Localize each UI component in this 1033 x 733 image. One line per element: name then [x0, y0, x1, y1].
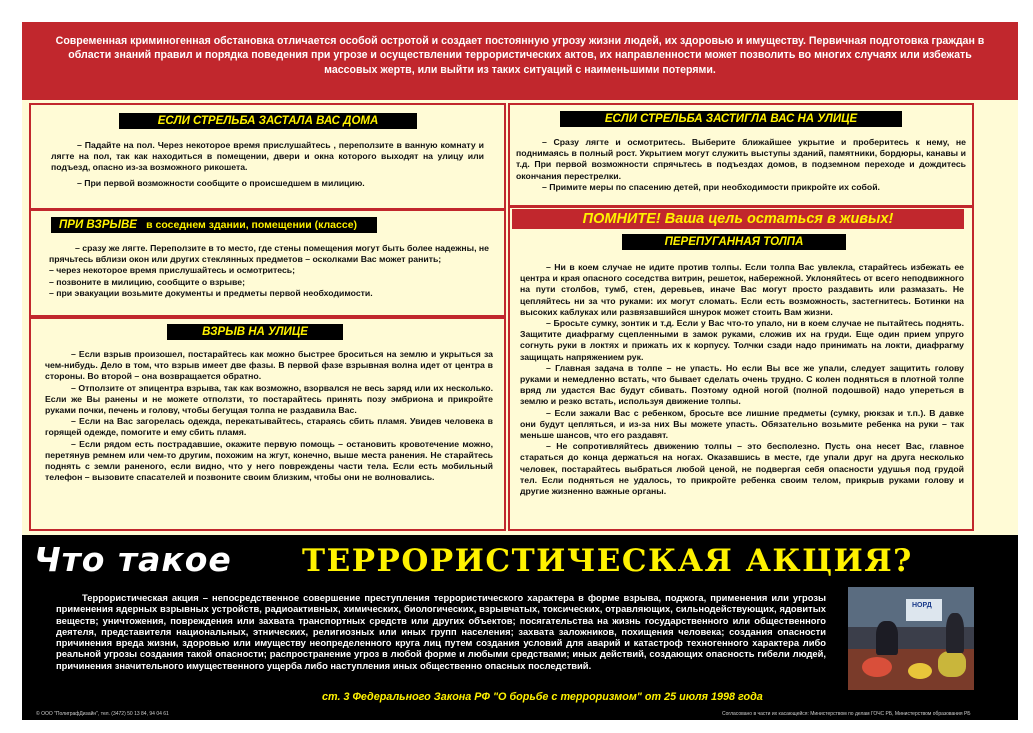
- street-shooting-p2: – Примите меры по спасению детей, при необходимости прикройте их собой.: [542, 181, 880, 192]
- explosion-p4: – при эвакуации возьмите документы и предметы первой необходимости.: [49, 287, 373, 298]
- home-shooting-text: [51, 140, 484, 189]
- intro-banner: [22, 22, 1018, 100]
- street-explosion-title: ВЗРЫВ НА УЛИЦЕ: [167, 324, 343, 340]
- remember-banner: ПОМНИТЕ! Ваша цель остаться в живых!: [512, 209, 964, 229]
- street-shooting-title: ЕСЛИ СТРЕЛЬБА ЗАСТИГЛА ВАС НА УЛИЦЕ: [560, 111, 902, 127]
- explosion-p2: – через некоторое время прислушайтесь и осмотритесь;: [49, 265, 296, 276]
- home-shooting-p1: – Падайте на пол. Через некоторое время прислушайтесь , переползите в ванную комнату и лягте на пол, так как находиться в помещении, двери и окна которого выходят на улицу или подъезд, опасно из-за возможного рикошета.: [51, 140, 484, 173]
- poster: [22, 22, 1018, 720]
- explosion-p3: – позвоните в милицию, сообщите о взрыве;: [49, 276, 245, 287]
- home-shooting-p2: – При первой возможности сообщите о происшедшем в милицию.: [77, 177, 365, 188]
- crowd-p4: – Если зажали Вас с ребенком, бросьте все лишние предметы (сумку, рюкзак и т.п.). В давке они будут цепляться, и из-за них Вы можете упасть. Обязательно возьмите ребенка на руки – так меньше шансов, что его раздавят.: [520, 407, 964, 441]
- definition-panel: [22, 535, 1018, 720]
- memorial-photo: [848, 587, 974, 690]
- approval-note: Согласовано в части их касающейся: Министерством по делам ГОЧС РБ, Министерством образования РБ: [722, 711, 971, 717]
- crowd-p2: – Бросьте сумку, зонтик и т.д. Если у Вас что-то упало, ни в коем случае не пытайтесь поднять. Защитите диафрагму сцепленными в замок руками, сложив их на груди. Еще один прием упруго согнуть руки в локтях и прижать их к корпусу. Толчки сзади надо принимать на локти, диафрагму защищать напряжением рук.: [520, 318, 964, 362]
- explosion-title: [51, 217, 377, 233]
- street-explosion-text: [45, 349, 493, 483]
- street-shooting-p1: – Сразу лягте и осмотритесь. Выберите ближайшее укрытие и проберитесь к нему, не поднимаясь в полный рост. Укрытием могут служить выступы зданий, памятники, бордюры, канавы и т.д. При первой возможности спрячьтесь в подъездах домов, в подземном переходе и дождитесь окончания перестрелки.: [516, 137, 966, 181]
- term-heading: ТЕРРОРИСТИЧЕСКАЯ АКЦИЯ?: [302, 543, 913, 579]
- question-heading: Что такое: [34, 540, 232, 579]
- crowd-p5: – Не сопротивляйтесь движению толпы – это бесполезно. Пусть она несет Вас, главное стараться до конца держаться на ногах. Оказавшись в месте, где упали друг на друга несколько человек, постарайтесь выбраться любой ценой, не подвергая себя опасности удушья под грудой тел. Если подняться не удалось, то прикройте ребенка своим телом, прикрыв руками голову и другие жизненно важные органы.: [520, 441, 964, 497]
- home-shooting-title: ЕСЛИ СТРЕЛЬБА ЗАСТАЛА ВАС ДОМА: [119, 113, 417, 129]
- street-explosion-p4: – Если рядом есть пострадавшие, окажите первую помощь – остановить кровотечение можно, перетянув ремнем или чем-то другим, похожим на жгут, конечно, выше места ранения. Не старайтесь поднять с земли раненого, если видно, что у него повреждены части тела. Если есть мобильный телефон – вызовите спасателей и позвоните своим близким, чтобы они не волновались.: [45, 438, 493, 483]
- intro-text: Современная криминогенная обстановка отличается особой остротой и создает постоянную угрозу жизни людей, их здоровью и имуществу. Первичная подготовка граждан в области знаний правил и порядка поведения при угрозе и осуществлении террористических актов, их направленности может позволить во многих случаях или избежать массовых жертв, или выйти из таких ситуаций с наименьшими потерями.: [55, 35, 985, 76]
- explosion-text: [49, 243, 489, 299]
- explosion-section: [29, 209, 506, 317]
- photo-sign: НОРД: [912, 602, 932, 609]
- street-explosion-section: [29, 317, 506, 531]
- crowd-title: ПЕРЕПУГАННАЯ ТОЛПА: [622, 234, 846, 250]
- explosion-p1: – сразу же лягте. Переползите в то место, где стены помещения могут быть более надежны, не прячьтесь вблизи окон или других стеклянных предметов – осколками Вас может ранить;: [49, 243, 489, 265]
- crowd-p3: – Главная задача в толпе – не упасть. Но если Вы все же упали, следует защитить голову руками и немедленно встать, что бывает сделать очень трудно. С колен подняться в плотной толпе вряд ли удастся Вас будут сбивать. Поэтому одной ногой (полной подошвой) надо упереться в землю и резко встать, используя движение толпы.: [520, 362, 964, 407]
- street-explosion-p1: – Если взрыв произошел, постарайтесь как можно быстрее броситься на землю и укрыться за чем-нибудь. Дело в том, что взрыв имеет две фазы. В первой фазе взрывная волна идет от центра в стороны. Во второй – она возвращается обратно.: [45, 349, 493, 382]
- home-shooting-section: [29, 103, 506, 210]
- law-citation: ст. 3 Федерального Закона РФ "О борьбе с терроризмом" от 25 июля 1998 года: [322, 691, 763, 703]
- crowd-text: [520, 262, 964, 497]
- street-shooting-text: [516, 137, 966, 193]
- definition-text: [56, 592, 826, 671]
- definition-paragraph: Террористическая акция – непосредственное совершение преступления террористического характера в форме взрыва, поджога, применения или угрозы применения ядерных взрывных устройств, радиоактивных, химических, биологических, взрывчатых, токсических, отравляющих, сильнодействующих, ядовитых веществ; уничтожения, повреждения или захвата транспортных средств или других объектов; посягательства на жизнь государственного или общественного деятеля, представителя национальных, этнических, религиозных или иных групп населения; захвата заложников, похищения человека; создания опасности причинения вреда жизни, здоровью или имуществу неопределенного круга лиц путем создания условий для аварий и катастроф техногенного характера либо реальной угрозы создания такой опасности; распространение угроз в любой форме и любыми средствами; иных действий, создающих опасность гибели людей, причинения значительного имущественного ущерба либо наступления иных общественно опасных последствий.: [56, 592, 826, 671]
- street-explosion-p2: – Отползите от эпицентра взрыва, так как возможно, взорвался не весь заряд или их несколько. Если же Вы ранены и не можете отползти, то постарайтесь принять позу эмбриона и прикройте руками почки, печень и голову, чтобы бегущая толпа не раздавила Вас.: [45, 382, 493, 416]
- street-explosion-p3: – Если на Вас загорелась одежда, перекатывайтесь, стараясь сбить пламя. Увидев человека в горящей одежде, помогите и ему сбить пламя.: [45, 416, 493, 438]
- explosion-title-main: ПРИ ВЗРЫВЕ: [59, 219, 137, 231]
- crowd-section: [508, 206, 974, 531]
- publisher-credit: © ООО "ПолиграфДизайн", тел. (3472) 50 13 84, 94 04 61: [36, 711, 169, 717]
- crowd-p1: – Ни в коем случае не идите против толпы. Если толпа Вас увлекла, старайтесь избежать ее центра и края опасного соседства витрин, решеток, набережной. Уклоняйтесь от всего неподвижного на пути столбов, тумб, стен, деревьев, иначе Вас могут просто раздавить или размазать. Не цепляйтесь ни за что руками: их могут сломать. Если есть возможность, застегнитесь. Ботинки на высоких каблуках или развязавшийся шнурок может стоить Вам жизни.: [520, 262, 964, 317]
- street-shooting-section: [508, 103, 974, 207]
- explosion-title-sub: в соседнем здании, помещении (классе): [146, 219, 358, 231]
